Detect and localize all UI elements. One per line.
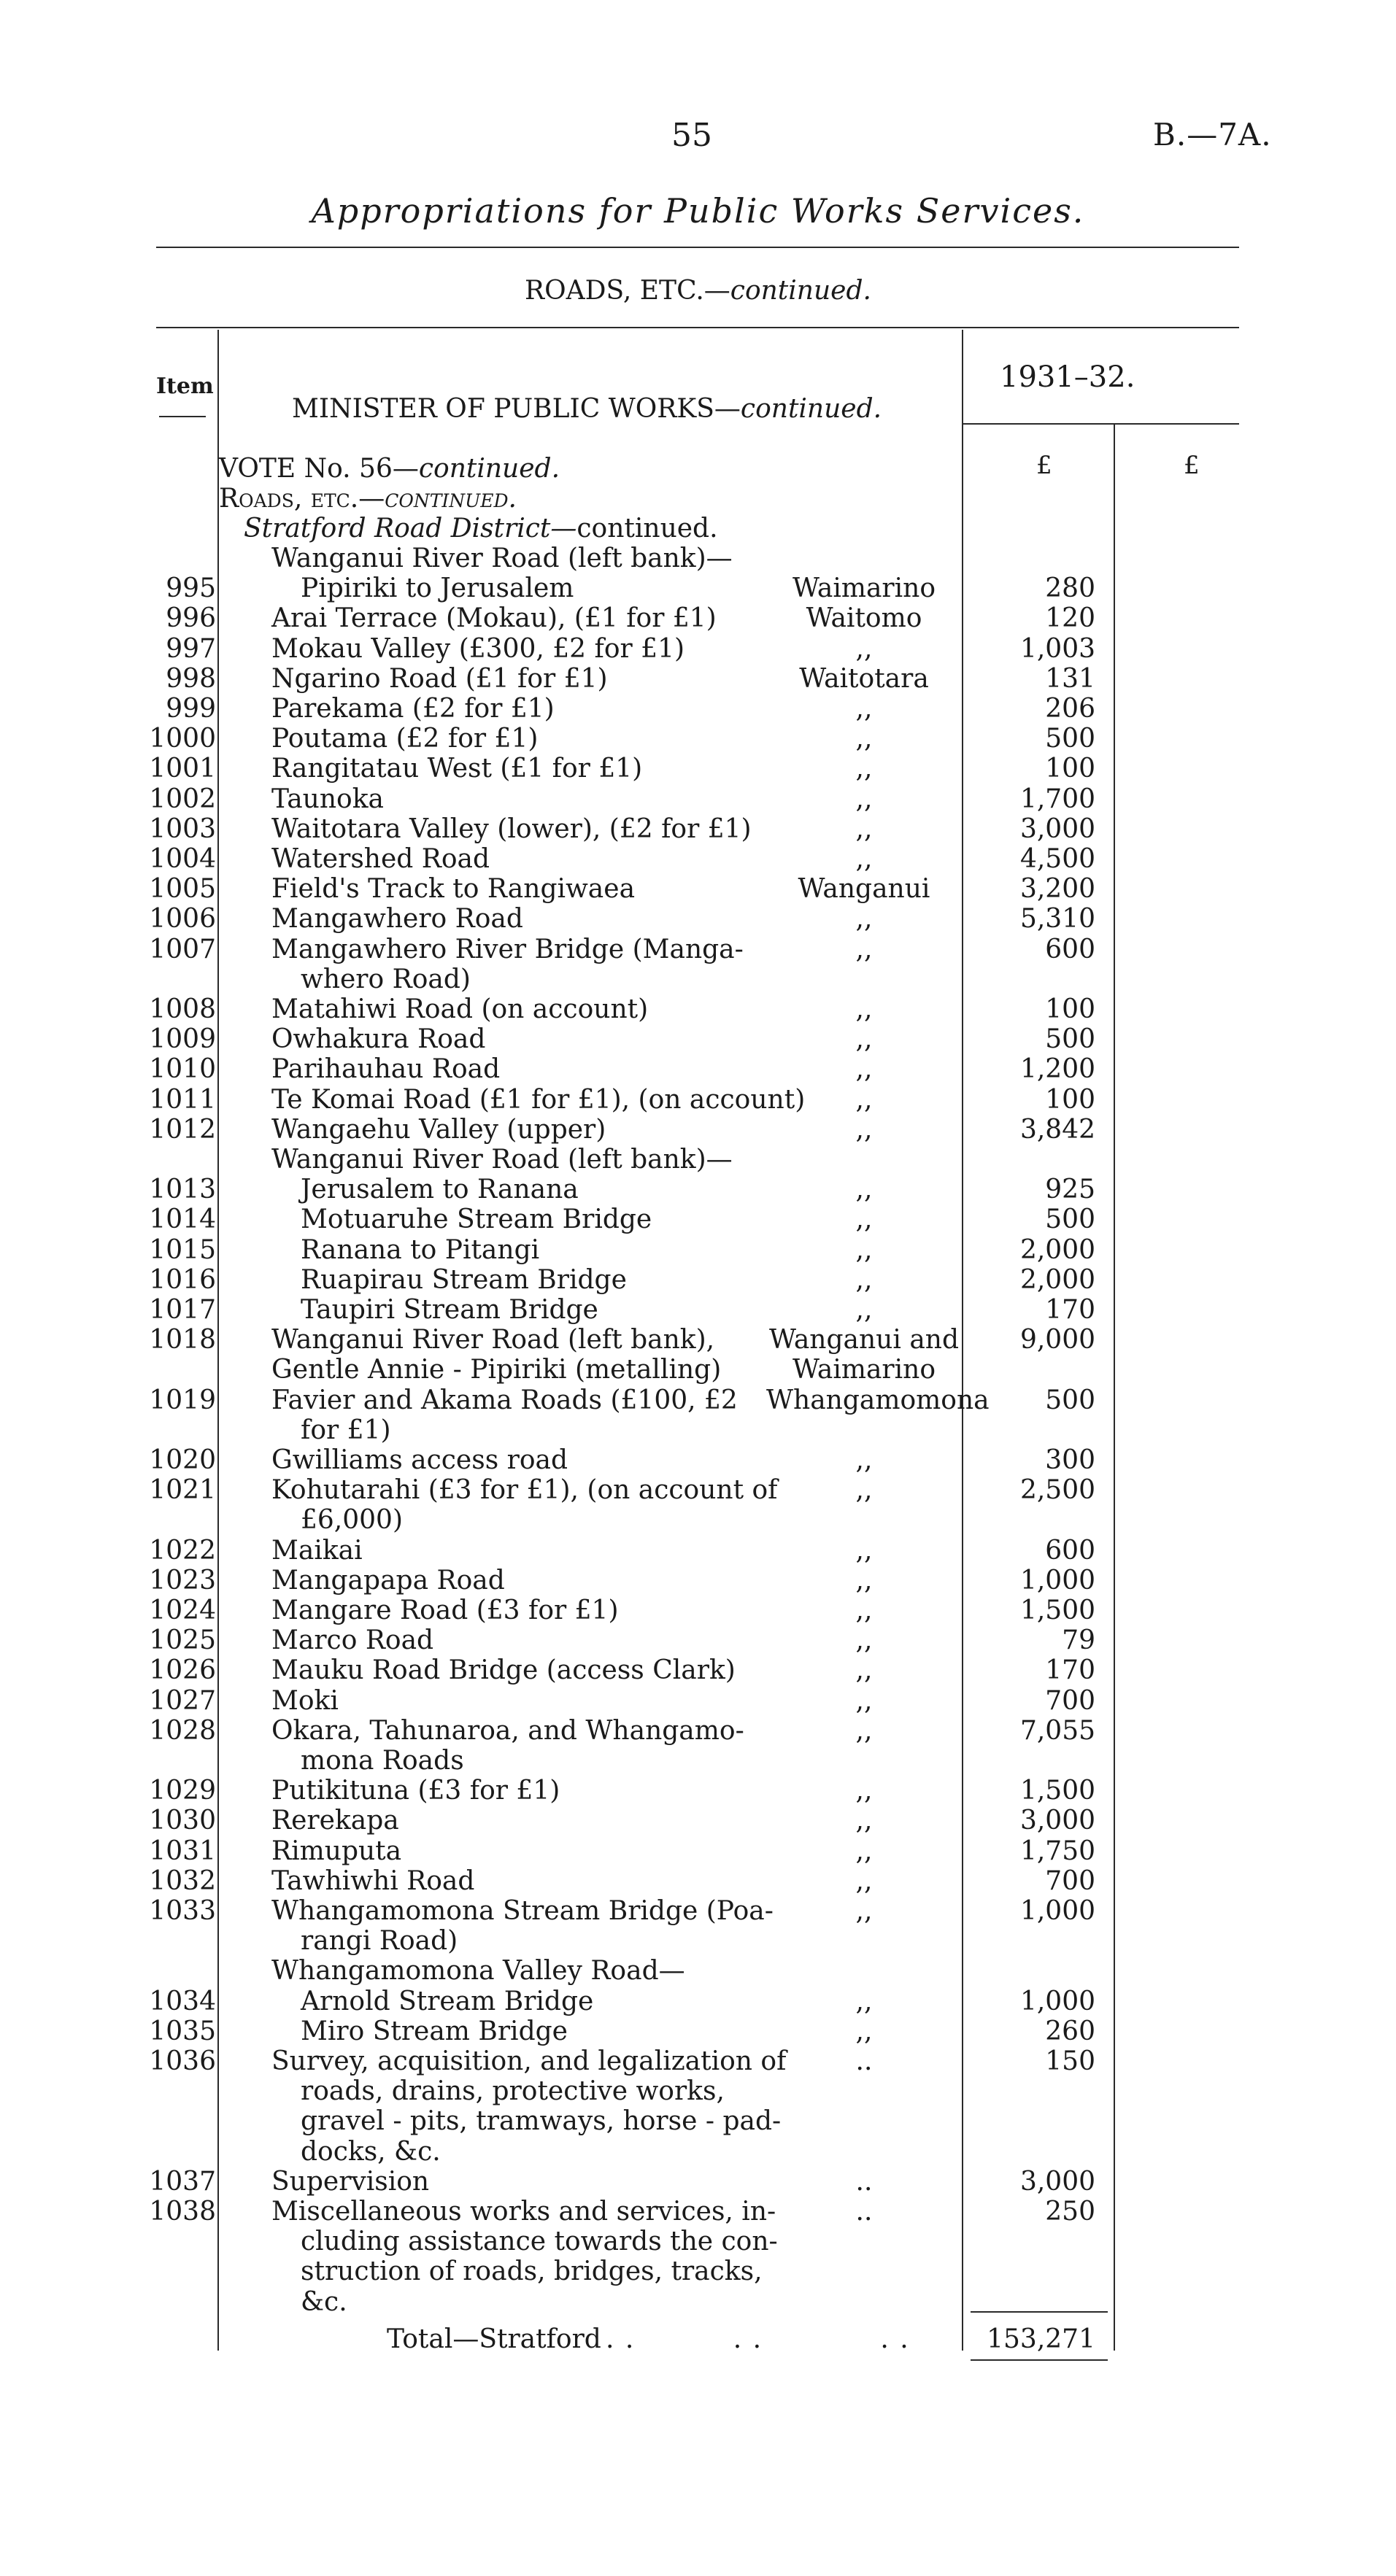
electoral-district: ,,: [855, 1295, 873, 1325]
minister-heading: [292, 394, 882, 424]
item-description: Ngarino Road (£1 for £1): [271, 664, 608, 694]
amount: 1,003: [1019, 634, 1095, 664]
amount: 3,842: [1019, 1115, 1095, 1145]
item-number: 1020: [149, 1445, 216, 1475]
table-row: [0, 1806, 1396, 1836]
item-description: Taunoka: [271, 784, 385, 814]
table-row: [0, 603, 1396, 633]
amount: 500: [1045, 1385, 1095, 1415]
item-description: Parekama (£2 for £1): [271, 694, 555, 724]
item-description: Mokau Valley (£300, £2 for £1): [271, 634, 685, 664]
table-row: [0, 935, 1396, 964]
item-number: 999: [166, 694, 216, 724]
electoral-district: ,,: [855, 1686, 873, 1716]
vote-heading: [219, 454, 560, 484]
table-row: [0, 724, 1396, 754]
amount: 9,000: [1019, 1325, 1095, 1355]
item-description: Favier and Akama Roads (£100, £2: [271, 1385, 738, 1415]
table-row: [0, 2106, 1396, 2136]
item-description: Kohutarahi (£3 for £1), (on account of: [271, 1475, 778, 1505]
amount: 925: [1045, 1175, 1095, 1204]
amount: 150: [1045, 2046, 1095, 2076]
amount: 1,700: [1019, 784, 1095, 814]
total-amount: 153,271: [987, 2324, 1095, 2354]
document-code: B.—7A.: [1153, 117, 1272, 152]
section-heading-cont: continued.: [730, 276, 871, 306]
table-row: [0, 1987, 1396, 2016]
table-row: [0, 814, 1396, 844]
electoral-district: ..: [855, 2046, 873, 2076]
amount: 2,000: [1019, 1265, 1095, 1295]
table-row: [0, 2227, 1396, 2256]
item-description: Motuaruhe Stream Bridge: [301, 1204, 652, 1234]
item-description: Wanganui River Road (left bank),: [271, 1325, 715, 1355]
table-row: [0, 1355, 1396, 1385]
item-number: 1027: [149, 1686, 216, 1716]
total-leader-dots: . . . . . .: [606, 2324, 910, 2354]
item-number: 1017: [149, 1295, 216, 1325]
electoral-district: ,,: [855, 844, 873, 874]
amount: 500: [1045, 724, 1095, 754]
item-description: Supervision: [271, 2167, 430, 2197]
electoral-district: ,,: [855, 784, 873, 814]
table-row: [0, 904, 1396, 934]
item-number: 1033: [149, 1896, 216, 1926]
table-row: [0, 2046, 1396, 2076]
amount: 1,500: [1019, 1776, 1095, 1806]
table-row: [0, 2256, 1396, 2286]
electoral-district: ,,: [855, 1175, 873, 1204]
table-row: [0, 2167, 1396, 2197]
item-description: Ranana to Pitangi: [301, 1235, 540, 1265]
item-description: Okara, Tahunaroa, and Whangamo-: [271, 1716, 744, 1746]
electoral-district: ,,: [855, 1836, 873, 1866]
table-row: [0, 1085, 1396, 1115]
table-row: [0, 1115, 1396, 1145]
item-description: Wanganui River Road (left bank)—: [271, 1145, 733, 1175]
table-row: [0, 1655, 1396, 1685]
item-description: £6,000): [301, 1505, 404, 1535]
electoral-district: ,,: [855, 1235, 873, 1265]
electoral-district: ,,: [855, 1987, 873, 2016]
table-row: [0, 2016, 1396, 2046]
item-description: Taupiri Stream Bridge: [301, 1295, 598, 1325]
electoral-district: ..: [855, 2197, 873, 2227]
item-description: Watershed Road: [271, 844, 490, 874]
minister-heading-main: MINISTER OF PUBLIC WORKS—: [292, 394, 741, 424]
item-number: 1018: [149, 1325, 216, 1355]
item-header-dash: [159, 416, 206, 417]
table-row: [0, 1566, 1396, 1596]
item-number: 1008: [149, 994, 216, 1024]
section-heading: [0, 276, 1396, 306]
item-number: 996: [166, 603, 216, 633]
item-description: Matahiwi Road (on account): [271, 994, 649, 1024]
item-number: 1028: [149, 1716, 216, 1746]
amount: 2,000: [1019, 1235, 1095, 1265]
item-description: Field's Track to Rangiwaea: [271, 874, 636, 904]
amount: 3,000: [1019, 2167, 1095, 2197]
roads-heading-cont: continued.: [385, 484, 517, 514]
item-description: Miscellaneous works and services, in-: [271, 2197, 776, 2227]
item-number: 1016: [149, 1265, 216, 1295]
district-heading-cont: continued.: [576, 514, 718, 544]
item-description: Wanganui River Road (left bank)—: [271, 544, 733, 573]
item-description: Miro Stream Bridge: [301, 2016, 568, 2046]
amount: 100: [1045, 1085, 1095, 1115]
item-description: cluding assistance towards the con-: [301, 2227, 778, 2256]
item-number: 1035: [149, 2016, 216, 2046]
amount: 100: [1045, 994, 1095, 1024]
table-row: [0, 2287, 1396, 2317]
electoral-district: ,,: [855, 2016, 873, 2046]
item-number: 998: [166, 664, 216, 694]
table-row: [0, 694, 1396, 724]
amount: 260: [1045, 2016, 1095, 2046]
electoral-district: ,,: [855, 1024, 873, 1054]
item-description: docks, &c.: [301, 2137, 441, 2167]
electoral-district: ,,: [855, 1085, 873, 1115]
table-row: [0, 1625, 1396, 1655]
table-row: [0, 754, 1396, 784]
amount: 250: [1045, 2197, 1095, 2227]
table-row: [0, 994, 1396, 1024]
electoral-district: ,,: [855, 1776, 873, 1806]
item-number: 1036: [149, 2046, 216, 2076]
amount: 206: [1045, 694, 1095, 724]
electoral-district: ,,: [855, 1566, 873, 1596]
table-row: [0, 1445, 1396, 1475]
table-row: [0, 1716, 1396, 1746]
electoral-district: Wanganui and: [768, 1325, 960, 1355]
amount: 170: [1045, 1655, 1095, 1685]
amount: 79: [1062, 1625, 1095, 1655]
item-number: 1021: [149, 1475, 216, 1505]
electoral-district: Whangamomona: [766, 1385, 990, 1415]
table-row: [0, 1415, 1396, 1445]
amount: 3,200: [1019, 874, 1095, 904]
item-description: for £1): [301, 1415, 391, 1445]
vote-heading-cont: continued.: [418, 454, 560, 484]
item-column-header: Item: [156, 374, 214, 399]
item-description: Mangare Road (£3 for £1): [271, 1596, 619, 1625]
item-number: 1024: [149, 1596, 216, 1625]
table-row: [0, 874, 1396, 904]
item-description: Mangawhero Road: [271, 904, 523, 934]
electoral-district: ,,: [855, 724, 873, 754]
page-title: Appropriations for Public Works Services.: [311, 191, 1085, 231]
item-description: Rangitatau West (£1 for £1): [271, 754, 643, 784]
amount: 120: [1045, 603, 1095, 633]
item-number: 1014: [149, 1204, 216, 1234]
table-row: [0, 634, 1396, 664]
item-number: 1011: [149, 1085, 216, 1115]
amount: 100: [1045, 754, 1095, 784]
amount: 600: [1045, 1536, 1095, 1566]
electoral-district: ,,: [855, 1866, 873, 1896]
electoral-district: Waimarino: [792, 1355, 936, 1385]
item-description: Tawhiwhi Road: [271, 1866, 475, 1896]
electoral-district: ..: [855, 2167, 873, 2197]
table-row: [0, 1776, 1396, 1806]
electoral-district: ,,: [855, 694, 873, 724]
item-number: 1013: [149, 1175, 216, 1204]
amount: 7,055: [1019, 1716, 1095, 1746]
item-number: 1031: [149, 1836, 216, 1866]
table-row: [0, 1686, 1396, 1716]
electoral-district: ,,: [855, 1445, 873, 1475]
title-rule: [156, 247, 1239, 248]
item-number: 1001: [149, 754, 216, 784]
item-description: Gentle Annie - Pipiriki (metalling): [271, 1355, 722, 1385]
table-row: [0, 1145, 1396, 1175]
item-description: Marco Road: [271, 1625, 434, 1655]
table-row: [0, 1926, 1396, 1956]
table-row: [0, 544, 1396, 573]
amount: 1,000: [1019, 1987, 1095, 2016]
amount: 170: [1045, 1295, 1095, 1325]
table-row: [0, 2197, 1396, 2227]
item-number: 1037: [149, 2167, 216, 2197]
table-row: [0, 1505, 1396, 1535]
table-row: [0, 1536, 1396, 1566]
total-bottom-rule: [971, 2359, 1108, 2361]
electoral-district: ,,: [855, 814, 873, 844]
item-description: whero Road): [301, 964, 471, 994]
item-description: Survey, acquisition, and legalization of: [271, 2046, 787, 2076]
table-row: [0, 2137, 1396, 2167]
amount: 600: [1045, 935, 1095, 964]
item-number: 1006: [149, 904, 216, 934]
year-column-header: 1931–32.: [1000, 360, 1135, 394]
item-description: struction of roads, bridges, tracks,: [301, 2256, 763, 2286]
item-number: 997: [166, 634, 216, 664]
item-number: 1034: [149, 1987, 216, 2016]
item-description: rangi Road): [301, 1926, 458, 1956]
amount: 1,000: [1019, 1896, 1095, 1926]
item-number: 1023: [149, 1566, 216, 1596]
electoral-district: ,,: [855, 1806, 873, 1836]
amount: 5,310: [1019, 904, 1095, 934]
table-row: [0, 1956, 1396, 1986]
amount: 1,000: [1019, 1566, 1095, 1596]
table-row: [0, 1866, 1396, 1896]
electoral-district: ,,: [855, 1655, 873, 1685]
item-number: 1019: [149, 1385, 216, 1415]
year-header-rule: [963, 423, 1239, 425]
table-row: [0, 1175, 1396, 1204]
item-number: 1025: [149, 1625, 216, 1655]
item-description: Arai Terrace (Mokau), (£1 for £1): [271, 603, 717, 633]
amount: 1,500: [1019, 1596, 1095, 1625]
amount: 700: [1045, 1686, 1095, 1716]
electoral-district: ,,: [855, 935, 873, 964]
item-description: Moki: [271, 1686, 339, 1716]
electoral-district: ,,: [855, 1716, 873, 1746]
electoral-district: Waimarino: [792, 573, 936, 603]
item-number: 995: [166, 573, 216, 603]
table-row: [0, 1836, 1396, 1866]
item-description: Poutama (£2 for £1): [271, 724, 539, 754]
amount: 3,000: [1019, 1806, 1095, 1836]
amount: 2,500: [1019, 1475, 1095, 1505]
item-description: Te Komai Road (£1 for £1), (on account): [271, 1085, 806, 1115]
table-row: [0, 1235, 1396, 1265]
item-number: 1009: [149, 1024, 216, 1054]
electoral-district: ,,: [855, 1115, 873, 1145]
total-label: Total—Stratford: [387, 2324, 601, 2354]
amount: 500: [1045, 1024, 1095, 1054]
vote-heading-main: VOTE No. 56—: [219, 454, 419, 484]
table-row: [0, 2076, 1396, 2106]
item-description: Wangaehu Valley (upper): [271, 1115, 606, 1145]
table-row: [0, 1896, 1396, 1926]
table-row: [0, 1475, 1396, 1505]
table-row: [0, 573, 1396, 603]
table-row: [0, 1054, 1396, 1084]
table-row: [0, 1325, 1396, 1355]
item-number: 1030: [149, 1806, 216, 1836]
item-description: Whangamomona Valley Road—: [271, 1956, 685, 1986]
electoral-district: Waitomo: [806, 603, 922, 633]
item-description: Parihauhau Road: [271, 1054, 501, 1084]
item-number: 1015: [149, 1235, 216, 1265]
item-description: Whangamomona Stream Bridge (Poa-: [271, 1896, 774, 1926]
table-row: [0, 1265, 1396, 1295]
roads-heading-main: Roads, etc.—: [219, 484, 385, 514]
item-number: 1022: [149, 1536, 216, 1566]
amount: 500: [1045, 1204, 1095, 1234]
electoral-district: ,,: [855, 1054, 873, 1084]
district-heading: [244, 514, 718, 544]
electoral-district: Wanganui: [798, 874, 930, 904]
amount: 1,750: [1019, 1836, 1095, 1866]
table-row: [0, 1385, 1396, 1415]
electoral-district: ,,: [855, 1896, 873, 1926]
amount: 3,000: [1019, 814, 1095, 844]
electoral-district: ,,: [855, 1625, 873, 1655]
item-description: Rimuputa: [271, 1836, 402, 1866]
item-description: roads, drains, protective works,: [301, 2076, 725, 2106]
item-description: gravel - pits, tramways, horse - pad-: [301, 2106, 782, 2136]
item-description: Waitotara Valley (lower), (£2 for £1): [271, 814, 752, 844]
item-description: Putikituna (£3 for £1): [271, 1776, 560, 1806]
item-number: 1004: [149, 844, 216, 874]
item-number: 1012: [149, 1115, 216, 1145]
electoral-district: ,,: [855, 754, 873, 784]
page-number: 55: [671, 117, 712, 154]
minister-heading-cont: continued.: [740, 394, 882, 424]
electoral-district: Waitotara: [799, 664, 929, 694]
item-description: Mangapapa Road: [271, 1566, 505, 1596]
item-description: Mauku Road Bridge (access Clark): [271, 1655, 736, 1685]
item-description: &c.: [301, 2287, 347, 2317]
table-row: [0, 1295, 1396, 1325]
roads-heading: [219, 484, 517, 514]
pound-column-right: £: [1184, 451, 1200, 480]
item-number: 1029: [149, 1776, 216, 1806]
pound-column-left: £: [1036, 451, 1052, 480]
item-description: Owhakura Road: [271, 1024, 486, 1054]
amount: 300: [1045, 1445, 1095, 1475]
item-number: 1032: [149, 1866, 216, 1896]
amount: 1,200: [1019, 1054, 1095, 1084]
item-number: 1038: [149, 2197, 216, 2227]
item-number: 1010: [149, 1054, 216, 1084]
electoral-district: ,,: [855, 904, 873, 934]
district-heading-main: Stratford Road District—: [244, 514, 577, 544]
electoral-district: ,,: [855, 1596, 873, 1625]
item-description: Arnold Stream Bridge: [301, 1987, 594, 2016]
item-description: Ruapirau Stream Bridge: [301, 1265, 627, 1295]
electoral-district: ,,: [855, 634, 873, 664]
item-number: 1005: [149, 874, 216, 904]
table-row: [0, 1204, 1396, 1234]
item-description: mona Roads: [301, 1746, 464, 1776]
item-description: Rerekapa: [271, 1806, 399, 1836]
item-description: Jerusalem to Ranana: [301, 1175, 579, 1204]
item-number: 1003: [149, 814, 216, 844]
item-number: 1002: [149, 784, 216, 814]
table-row: [0, 964, 1396, 994]
item-description: Maikai: [271, 1536, 363, 1566]
item-number: 1007: [149, 935, 216, 964]
table-row: [0, 1596, 1396, 1625]
section-heading-main: ROADS, ETC.—: [525, 276, 730, 306]
item-description: Mangawhero River Bridge (Manga-: [271, 935, 744, 964]
amount: 131: [1045, 664, 1095, 694]
table-row: [0, 844, 1396, 874]
electoral-district: ,,: [855, 994, 873, 1024]
item-number: 1026: [149, 1655, 216, 1685]
item-description: Gwilliams access road: [271, 1445, 568, 1475]
amount: 4,500: [1019, 844, 1095, 874]
table-row: [0, 1024, 1396, 1054]
item-description: Pipiriki to Jerusalem: [301, 573, 574, 603]
item-number: 1000: [149, 724, 216, 754]
amount: 280: [1045, 573, 1095, 603]
electoral-district: ,,: [855, 1475, 873, 1505]
table-row: [0, 664, 1396, 694]
table-row: [0, 1746, 1396, 1776]
electoral-district: ,,: [855, 1204, 873, 1234]
electoral-district: ,,: [855, 1265, 873, 1295]
electoral-district: ,,: [855, 1536, 873, 1566]
total-top-rule: [971, 2311, 1108, 2313]
table-top-rule: [156, 327, 1239, 328]
table-row: [0, 784, 1396, 814]
amount: 700: [1045, 1866, 1095, 1896]
